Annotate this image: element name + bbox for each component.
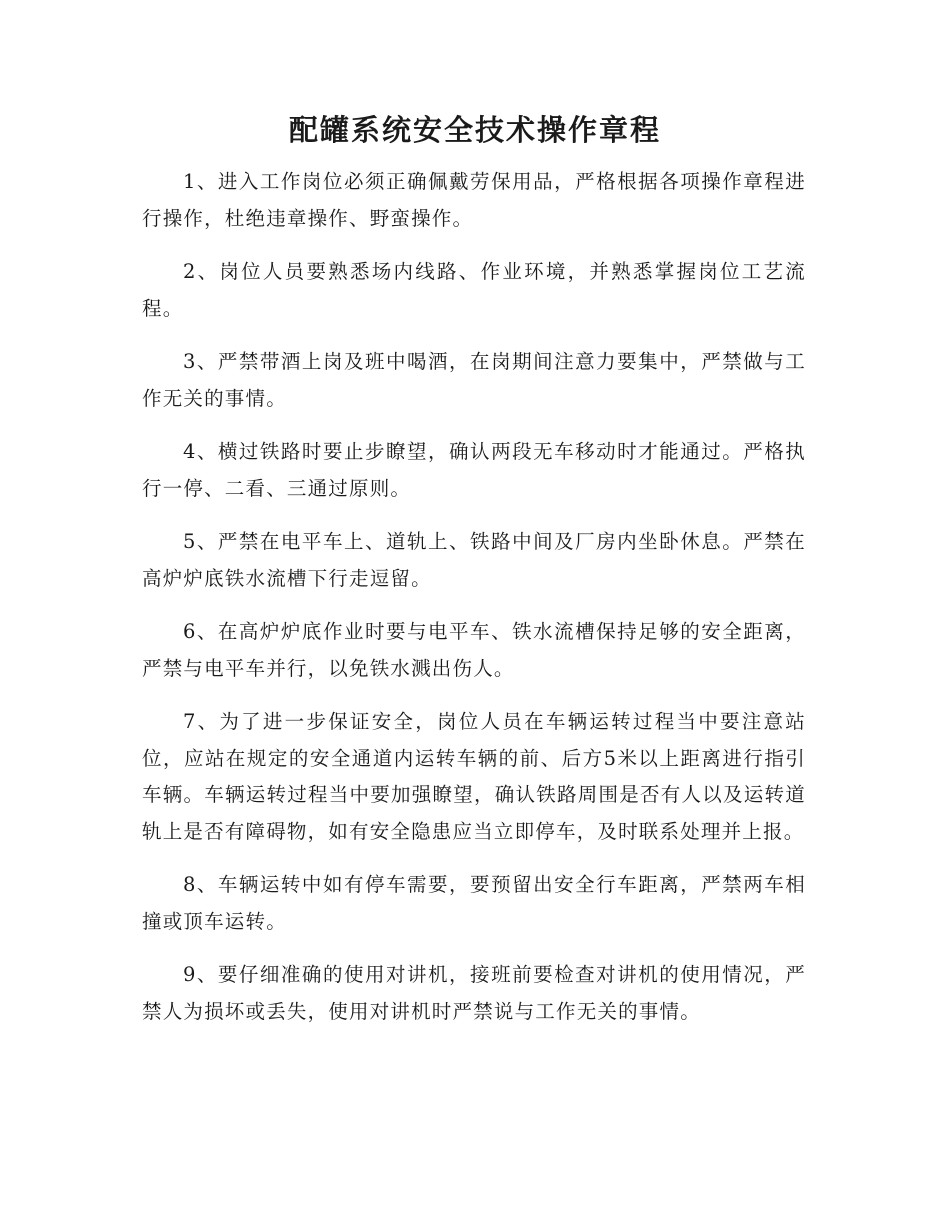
paragraph-1: 1、进入工作岗位必须正确佩戴劳保用品，严格根据各项操作章程进行操作，杜绝违章操作、野蛮操作。 [142, 170, 806, 230]
paragraph-8: 8、车辆运转中如有停车需要，要预留出安全行车距离，严禁两车相撞或顶车运转。 [142, 873, 806, 933]
paragraph-9: 9、要仔细准确的使用对讲机，接班前要检查对讲机的使用情况，严禁人为损坏或丢失，使用对讲机时严禁说与工作无关的事情。 [142, 963, 806, 1023]
paragraph-3: 3、严禁带酒上岗及班中喝酒，在岗期间注意力要集中，严禁做与工作无关的事情。 [142, 350, 806, 410]
document-title: 配罐系统安全技术操作章程 [288, 113, 661, 147]
paragraph-6: 6、在高炉炉底作业时要与电平车、铁水流槽保持足够的安全距离，严禁与电平车并行，以免铁水溅出伤人。 [142, 620, 806, 680]
paragraph-4: 4、横过铁路时要止步瞭望，确认两段无车移动时才能通过。严格执行一停、二看、三通过原则。 [142, 440, 806, 500]
document-body [142, 164, 806, 1047]
paragraph-7: 7、为了进一步保证安全，岗位人员在车辆运转过程当中要注意站位，应站在规定的安全通道内运转车辆的前、后方5米以上距离进行指引车辆。车辆运转过程当中要加强瞭望，确认铁路周围是否有人以及运转道轨上是否有障碍物，如有安全隐患应当立即停车，及时联系处理并上报。 [142, 710, 806, 843]
paragraph-2: 2、岗位人员要熟悉场内线路、作业环境，并熟悉掌握岗位工艺流程。 [142, 260, 806, 320]
paragraph-5: 5、严禁在电平车上、道轨上、铁路中间及厂房内坐卧休息。严禁在高炉炉底铁水流槽下行走逗留。 [142, 530, 806, 590]
